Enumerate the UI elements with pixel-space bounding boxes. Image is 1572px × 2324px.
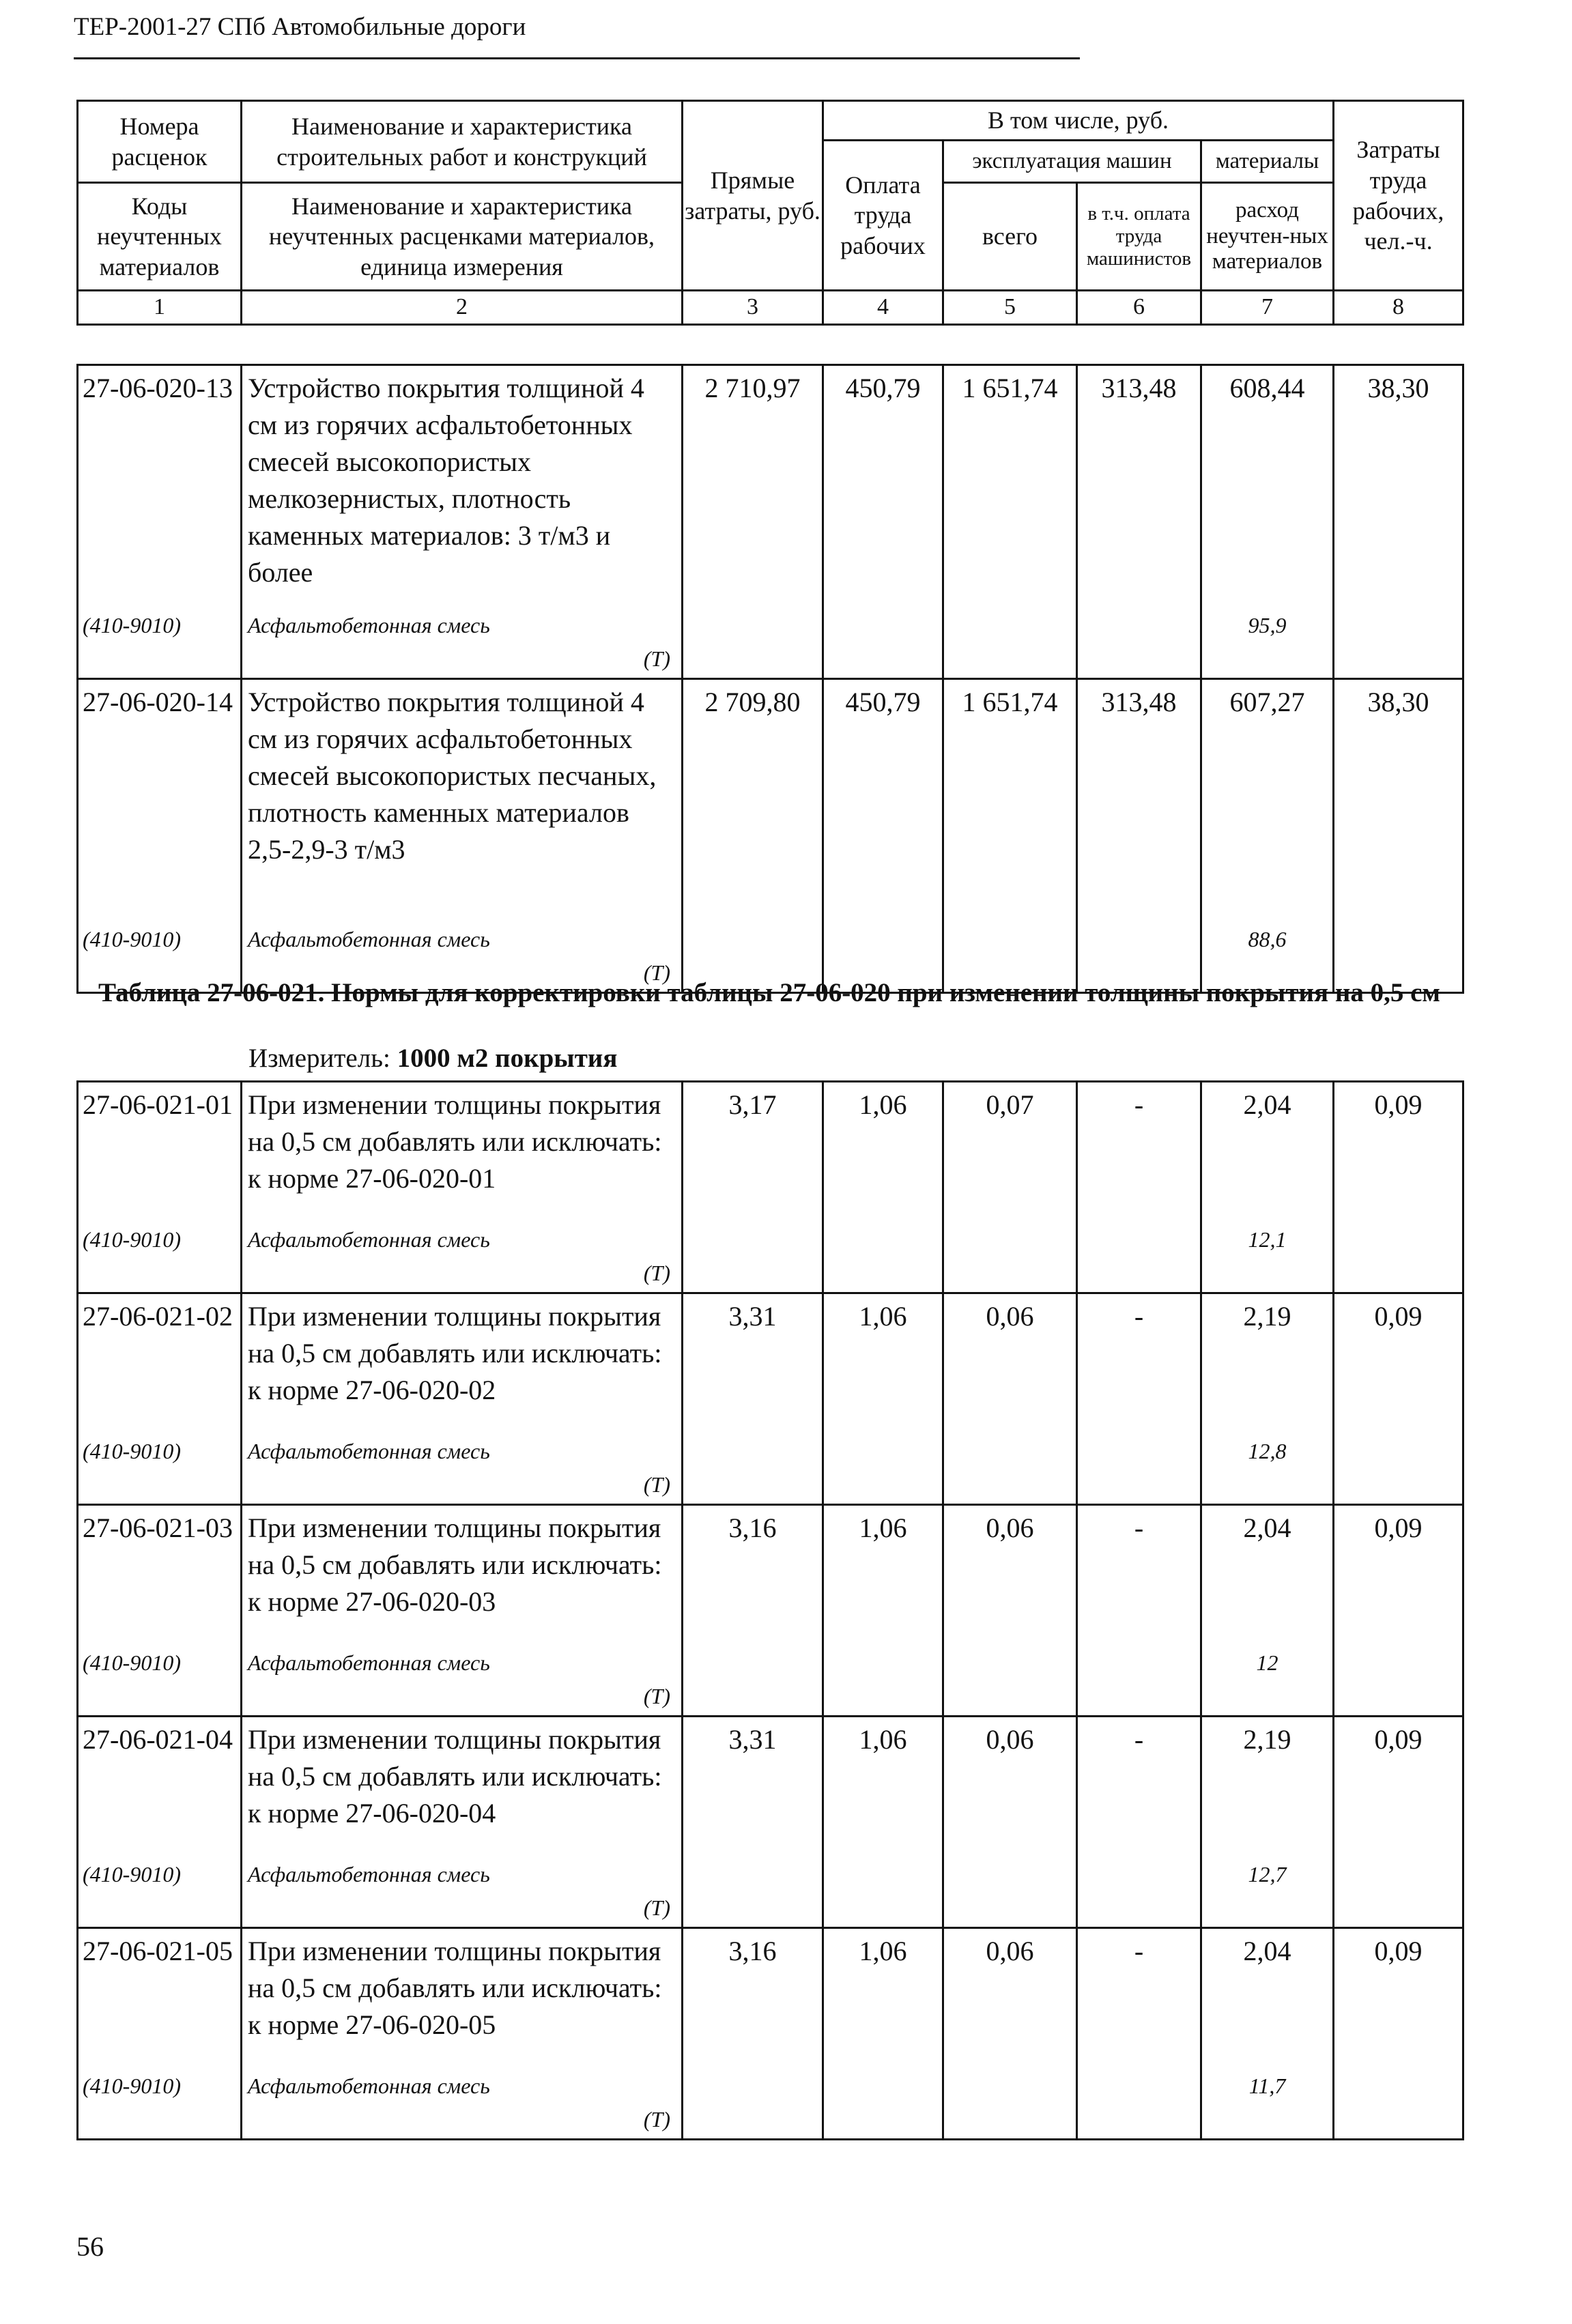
rate-code: 27-06-021-04 [78, 1717, 242, 1850]
labor-pay: 1,06 [823, 1505, 943, 1639]
direct-cost: 2 710,97 [683, 365, 823, 601]
materials-cost: 608,44 [1201, 365, 1334, 601]
material-cell [242, 1427, 683, 1505]
direct-cost: 3,31 [683, 1717, 823, 1850]
labor-pay: 1,06 [823, 1082, 943, 1216]
material-code: (410-9010) [78, 2062, 242, 2140]
page-header-title: ТЕР-2001-27 СПб Автомобильные дороги [74, 13, 526, 41]
rate-code: 27-06-021-01 [78, 1082, 242, 1216]
material-row [78, 2062, 1463, 2140]
header-number: 6 [1077, 291, 1201, 325]
rate-row [78, 679, 1463, 915]
machine-total: 0,06 [943, 1928, 1077, 2062]
machine-total: 1 651,74 [943, 365, 1077, 601]
materials-cost: 2,04 [1201, 1505, 1334, 1639]
rate-description: При изменении толщины покрытия на 0,5 см добавлять или исключать: к норме 27-06-020-05 [242, 1928, 683, 2062]
machine-total: 0,06 [943, 1717, 1077, 1850]
column-header-table [76, 100, 1464, 326]
material-unit: (Т) [643, 1472, 670, 1497]
rate-row [78, 1293, 1463, 1427]
header-number: 7 [1201, 291, 1334, 325]
machine-total: 0,07 [943, 1082, 1077, 1216]
header-col7: расход неучтен-ных материалов [1201, 183, 1334, 291]
empty-cell [1077, 1216, 1201, 1293]
material-code: (410-9010) [78, 1639, 242, 1717]
empty-cell [1334, 1850, 1463, 1928]
empty-cell [683, 1850, 823, 1928]
empty-cell [943, 1850, 1077, 1928]
labor-pay: 1,06 [823, 1928, 943, 2062]
header-col2-top: Наименование и характеристика строительных работ и конструкций [242, 101, 683, 183]
header-number: 5 [943, 291, 1077, 325]
empty-cell [1077, 1427, 1201, 1505]
empty-cell [943, 2062, 1077, 2140]
material-name: Асфальтобетонная смесь [248, 1226, 490, 1252]
material-unit: (Т) [643, 1260, 670, 1285]
direct-cost: 3,16 [683, 1928, 823, 2062]
material-name: Асфальтобетонная смесь [248, 1438, 490, 1463]
material-name: Асфальтобетонная смесь [248, 612, 490, 637]
material-cell [242, 601, 683, 679]
rates-table-section2 [76, 1080, 1464, 2140]
rate-description: При изменении толщины покрытия на 0,5 см добавлять или исключать: к норме 27-06-020-04 [242, 1717, 683, 1850]
material-name: Асфальтобетонная смесь [248, 1650, 490, 1675]
material-quantity: 12,7 [1201, 1850, 1334, 1928]
rate-row [78, 365, 1463, 601]
empty-cell [943, 1427, 1077, 1505]
header-col1-bottom: Коды неучтенных материалов [78, 183, 242, 291]
empty-cell [1334, 1427, 1463, 1505]
direct-cost: 3,16 [683, 1505, 823, 1639]
empty-cell [1077, 1850, 1201, 1928]
material-name: Асфальтобетонная смесь [248, 1861, 490, 1887]
header-col6: в т.ч. оплата труда машинистов [1077, 183, 1201, 291]
empty-cell [943, 601, 1077, 679]
material-code: (410-9010) [78, 601, 242, 679]
machine-labor: 313,48 [1077, 679, 1201, 915]
material-unit: (Т) [643, 960, 670, 985]
header-including: В том числе, руб. [823, 101, 1334, 141]
labor-hours: 38,30 [1334, 365, 1463, 601]
material-code: (410-9010) [78, 1216, 242, 1293]
empty-cell [823, 2062, 943, 2140]
material-row [78, 1216, 1463, 1293]
header-number: 8 [1334, 291, 1463, 325]
machine-labor: - [1077, 1293, 1201, 1427]
header-col2-bottom: Наименование и характеристика неучтенных расценками материалов, единица измерения [242, 183, 683, 291]
empty-cell [1334, 601, 1463, 679]
material-cell [242, 2062, 683, 2140]
material-row [78, 601, 1463, 679]
header-number: 3 [683, 291, 823, 325]
material-quantity: 95,9 [1201, 601, 1334, 679]
material-name: Асфальтобетонная смесь [248, 926, 490, 951]
materials-cost: 607,27 [1201, 679, 1334, 915]
header-number: 2 [242, 291, 683, 325]
rate-code: 27-06-021-05 [78, 1928, 242, 2062]
machine-labor: 313,48 [1077, 365, 1201, 601]
material-code: (410-9010) [78, 1850, 242, 1928]
machine-total: 0,06 [943, 1293, 1077, 1427]
materials-cost: 2,04 [1201, 1928, 1334, 2062]
table-caption: Таблица 27-06-021. Нормы для корректировки таблицы 27-06-020 при изменении толщины покрытия на 0,5 см [98, 978, 1440, 1007]
labor-hours: 38,30 [1334, 679, 1463, 915]
measure-label: Измеритель: [248, 1044, 390, 1073]
machine-labor: - [1077, 1928, 1201, 2062]
empty-cell [943, 1639, 1077, 1717]
labor-hours: 0,09 [1334, 1505, 1463, 1639]
rate-code: 27-06-020-13 [78, 365, 242, 601]
header-col8: Затраты труда рабочих, чел.-ч. [1334, 101, 1463, 291]
empty-cell [943, 1216, 1077, 1293]
material-quantity: 12,1 [1201, 1216, 1334, 1293]
material-unit: (Т) [643, 1895, 670, 1920]
material-cell [242, 1216, 683, 1293]
empty-cell [823, 601, 943, 679]
material-code: (410-9010) [78, 1427, 242, 1505]
rate-row [78, 1505, 1463, 1639]
header-col3: Прямые затраты, руб. [683, 101, 823, 291]
material-row [78, 1427, 1463, 1505]
empty-cell [1077, 601, 1201, 679]
material-quantity: 88,6 [1201, 915, 1334, 993]
material-row [78, 1639, 1463, 1717]
labor-pay: 450,79 [823, 365, 943, 601]
empty-cell [1334, 1639, 1463, 1717]
material-name: Асфальтобетонная смесь [248, 2073, 490, 2098]
page-number: 56 [76, 2231, 104, 2262]
labor-hours: 0,09 [1334, 1293, 1463, 1427]
measure-value: 1000 м2 покрытия [397, 1044, 618, 1073]
rates-table-section1 [76, 364, 1464, 994]
rate-description: Устройство покрытия толщиной 4 см из горячих асфальтобетонных смесей высокопористых мелкозернистых, плотность каменных материалов: 3 т/м3 и более [242, 365, 683, 601]
rate-row [78, 1717, 1463, 1850]
material-quantity: 12 [1201, 1639, 1334, 1717]
machine-labor: - [1077, 1082, 1201, 1216]
rate-description: Устройство покрытия толщиной 4 см из горячих асфальтобетонных смесей высокопористых песчаных, плотность каменных материалов 2,5-2,9-3 т/м3 [242, 679, 683, 915]
rate-description: При изменении толщины покрытия на 0,5 см добавлять или исключать: к норме 27-06-020-01 [242, 1082, 683, 1216]
rate-row [78, 1082, 1463, 1216]
empty-cell [683, 1639, 823, 1717]
empty-cell [1077, 1639, 1201, 1717]
direct-cost: 2 709,80 [683, 679, 823, 915]
empty-cell [683, 2062, 823, 2140]
machine-labor: - [1077, 1505, 1201, 1639]
empty-cell [1334, 1216, 1463, 1293]
empty-cell [683, 1427, 823, 1505]
material-cell [242, 1639, 683, 1717]
empty-cell [823, 1216, 943, 1293]
empty-cell [1077, 2062, 1201, 2140]
labor-hours: 0,09 [1334, 1082, 1463, 1216]
rate-description: При изменении толщины покрытия на 0,5 см добавлять или исключать: к норме 27-06-020-02 [242, 1293, 683, 1427]
direct-cost: 3,31 [683, 1293, 823, 1427]
material-unit: (Т) [643, 1683, 670, 1708]
rate-code: 27-06-020-14 [78, 679, 242, 915]
machine-total: 0,06 [943, 1505, 1077, 1639]
material-cell [242, 1850, 683, 1928]
labor-hours: 0,09 [1334, 1717, 1463, 1850]
materials-cost: 2,19 [1201, 1293, 1334, 1427]
header-machines: эксплуатация машин [943, 141, 1201, 183]
machine-labor: - [1077, 1717, 1201, 1850]
empty-cell [823, 1639, 943, 1717]
materials-cost: 2,04 [1201, 1082, 1334, 1216]
material-code: (410-9010) [78, 915, 242, 993]
measure-line [248, 1043, 617, 1074]
header-rule [74, 57, 1080, 59]
empty-cell [1334, 2062, 1463, 2140]
labor-pay: 1,06 [823, 1293, 943, 1427]
rate-code: 27-06-021-02 [78, 1293, 242, 1427]
machine-total: 1 651,74 [943, 679, 1077, 915]
header-number: 4 [823, 291, 943, 325]
materials-cost: 2,19 [1201, 1717, 1334, 1850]
empty-cell [823, 1850, 943, 1928]
labor-pay: 450,79 [823, 679, 943, 915]
labor-hours: 0,09 [1334, 1928, 1463, 2062]
header-col4: Оплата труда рабочих [823, 141, 943, 291]
rate-row [78, 1928, 1463, 2062]
direct-cost: 3,17 [683, 1082, 823, 1216]
labor-pay: 1,06 [823, 1717, 943, 1850]
material-unit: (Т) [643, 646, 670, 671]
header-col5: всего [943, 183, 1077, 291]
material-quantity: 11,7 [1201, 2062, 1334, 2140]
material-quantity: 12,8 [1201, 1427, 1334, 1505]
empty-cell [683, 601, 823, 679]
material-row [78, 1850, 1463, 1928]
header-col1-top: Номера расценок [78, 101, 242, 183]
material-unit: (Т) [643, 2106, 670, 2132]
rate-code: 27-06-021-03 [78, 1505, 242, 1639]
rate-description: При изменении толщины покрытия на 0,5 см добавлять или исключать: к норме 27-06-020-03 [242, 1505, 683, 1639]
empty-cell [683, 1216, 823, 1293]
header-number: 1 [78, 291, 242, 325]
header-materials: материалы [1201, 141, 1334, 183]
empty-cell [823, 1427, 943, 1505]
